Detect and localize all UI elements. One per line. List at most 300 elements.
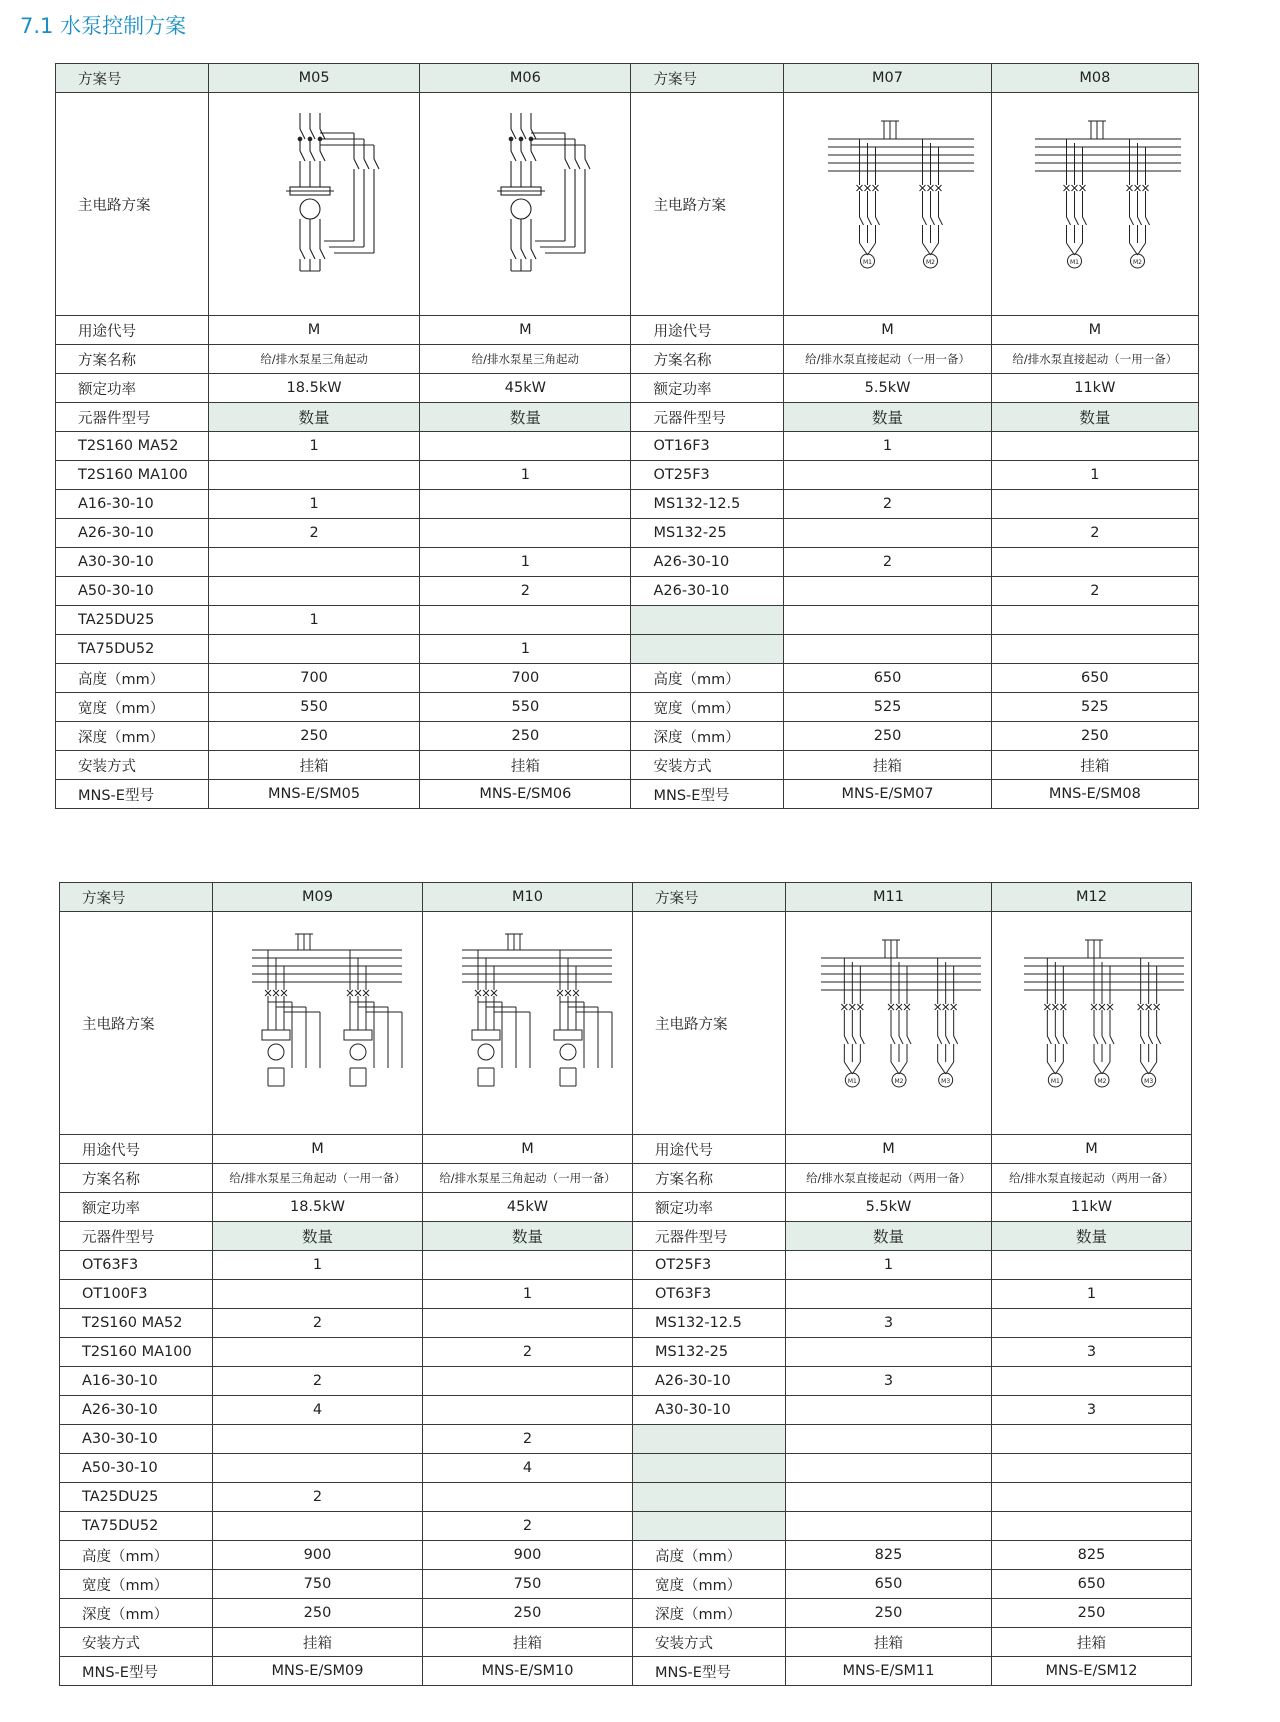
component-name bbox=[631, 635, 784, 664]
width-m10: 750 bbox=[423, 1570, 633, 1599]
component-header-row bbox=[60, 1222, 1192, 1251]
component-quantity bbox=[786, 1280, 992, 1309]
label-scheme-no: 方案号 bbox=[56, 64, 209, 93]
diagram-cell-M05 bbox=[208, 93, 419, 316]
component-quantity: 3 bbox=[992, 1338, 1192, 1367]
header-row bbox=[60, 883, 1192, 912]
label-model: MNS-E型号 bbox=[631, 780, 784, 809]
component-quantity: 1 bbox=[992, 1280, 1192, 1309]
width-row bbox=[56, 693, 1199, 722]
component-quantity bbox=[213, 1454, 423, 1483]
label-install: 安装方式 bbox=[60, 1628, 213, 1657]
component-quantity bbox=[991, 606, 1198, 635]
component-quantity: 1 bbox=[420, 461, 631, 490]
component-quantity bbox=[992, 1425, 1192, 1454]
component-name: A26-30-10 bbox=[60, 1396, 213, 1425]
width-m11: 650 bbox=[786, 1570, 992, 1599]
label-width: 宽度（mm） bbox=[631, 693, 784, 722]
main-circuit-row bbox=[60, 912, 1192, 1135]
height-row bbox=[56, 664, 1199, 693]
rated-power-row bbox=[56, 374, 1199, 403]
svg-text:M1: M1 bbox=[1069, 259, 1079, 266]
component-name: A50-30-10 bbox=[60, 1454, 213, 1483]
component-quantity bbox=[208, 635, 419, 664]
component-name bbox=[633, 1454, 786, 1483]
depth-m08: 250 bbox=[991, 722, 1198, 751]
component-quantity bbox=[786, 1512, 992, 1541]
component-name bbox=[633, 1512, 786, 1541]
scheme-name-row bbox=[60, 1164, 1192, 1193]
height-m11: 825 bbox=[786, 1541, 992, 1570]
label-install: 安装方式 bbox=[633, 1628, 786, 1657]
component-quantity: 1 bbox=[423, 1280, 633, 1309]
height-row bbox=[60, 1541, 1192, 1570]
diagram-cell-M08 bbox=[991, 93, 1198, 316]
component-quantity bbox=[423, 1483, 633, 1512]
component-quantity bbox=[420, 606, 631, 635]
component-name: A26-30-10 bbox=[633, 1367, 786, 1396]
quantity-header-m06: 数量 bbox=[420, 403, 631, 432]
main-circuit-diagram-M09 bbox=[218, 918, 418, 1128]
component-quantity: 3 bbox=[786, 1309, 992, 1338]
label-component-model: 元器件型号 bbox=[631, 403, 784, 432]
scheme-no-m11: M11 bbox=[786, 883, 992, 912]
component-row bbox=[60, 1512, 1192, 1541]
component-name: A30-30-10 bbox=[633, 1396, 786, 1425]
label-scheme-no: 方案号 bbox=[633, 883, 786, 912]
scheme-no-m10: M10 bbox=[423, 883, 633, 912]
component-name: T2S160 MA100 bbox=[60, 1338, 213, 1367]
component-quantity bbox=[420, 490, 631, 519]
power-m07: 5.5kW bbox=[784, 374, 991, 403]
width-row bbox=[60, 1570, 1192, 1599]
model-m09: MNS-E/SM09 bbox=[213, 1657, 423, 1686]
usage-m07: M bbox=[784, 316, 991, 345]
usage-m10: M bbox=[423, 1135, 633, 1164]
label-rated-power: 额定功率 bbox=[633, 1193, 786, 1222]
width-m12: 650 bbox=[992, 1570, 1192, 1599]
label-component-model: 元器件型号 bbox=[56, 403, 209, 432]
component-name: TA25DU25 bbox=[56, 606, 209, 635]
label-scheme-name: 方案名称 bbox=[631, 345, 784, 374]
component-quantity bbox=[784, 519, 991, 548]
label-install: 安装方式 bbox=[56, 751, 209, 780]
component-quantity bbox=[991, 490, 1198, 519]
depth-row bbox=[56, 722, 1199, 751]
component-name: OT16F3 bbox=[631, 432, 784, 461]
component-quantity: 2 bbox=[784, 548, 991, 577]
component-name bbox=[633, 1483, 786, 1512]
component-quantity bbox=[420, 432, 631, 461]
component-row bbox=[56, 432, 1199, 461]
label-width: 宽度（mm） bbox=[56, 693, 209, 722]
quantity-header-m05: 数量 bbox=[208, 403, 419, 432]
label-width: 宽度（mm） bbox=[60, 1570, 213, 1599]
component-name: OT25F3 bbox=[633, 1251, 786, 1280]
component-quantity: 1 bbox=[213, 1251, 423, 1280]
label-main-circuit: 主电路方案 bbox=[631, 93, 784, 316]
component-quantity: 2 bbox=[213, 1309, 423, 1338]
component-name: T2S160 MA100 bbox=[56, 461, 209, 490]
label-install: 安装方式 bbox=[631, 751, 784, 780]
depth-m06: 250 bbox=[420, 722, 631, 751]
scheme-no-m12: M12 bbox=[992, 883, 1192, 912]
component-name: A16-30-10 bbox=[56, 490, 209, 519]
scheme-table-2 bbox=[59, 882, 1192, 1686]
depth-m12: 250 bbox=[992, 1599, 1192, 1628]
scheme-table-1 bbox=[55, 63, 1199, 809]
quantity-header-m12: 数量 bbox=[992, 1222, 1192, 1251]
height-m07: 650 bbox=[784, 664, 991, 693]
quantity-header-m10: 数量 bbox=[423, 1222, 633, 1251]
height-m12: 825 bbox=[992, 1541, 1192, 1570]
width-m09: 750 bbox=[213, 1570, 423, 1599]
label-rated-power: 额定功率 bbox=[60, 1193, 213, 1222]
install-m09: 挂箱 bbox=[213, 1628, 423, 1657]
usage-code-row bbox=[56, 316, 1199, 345]
component-name bbox=[631, 606, 784, 635]
svg-text:M1: M1 bbox=[1050, 1078, 1060, 1085]
power-m12: 11kW bbox=[992, 1193, 1192, 1222]
model-m07: MNS-E/SM07 bbox=[784, 780, 991, 809]
diagram-cell-M07 bbox=[784, 93, 991, 316]
usage-m06: M bbox=[420, 316, 631, 345]
height-m08: 650 bbox=[991, 664, 1198, 693]
main-circuit-diagram-M10 bbox=[428, 918, 628, 1128]
install-m05: 挂箱 bbox=[208, 751, 419, 780]
power-m05: 18.5kW bbox=[208, 374, 419, 403]
component-quantity: 2 bbox=[991, 577, 1198, 606]
quantity-header-m07: 数量 bbox=[784, 403, 991, 432]
component-quantity bbox=[991, 635, 1198, 664]
power-m06: 45kW bbox=[420, 374, 631, 403]
component-quantity: 2 bbox=[423, 1425, 633, 1454]
main-circuit-diagram-M12 bbox=[992, 918, 1192, 1128]
component-quantity bbox=[208, 577, 419, 606]
component-quantity bbox=[786, 1396, 992, 1425]
component-name: TA75DU52 bbox=[56, 635, 209, 664]
depth-row bbox=[60, 1599, 1192, 1628]
label-usage-code: 用途代号 bbox=[633, 1135, 786, 1164]
component-quantity: 2 bbox=[991, 519, 1198, 548]
power-m11: 5.5kW bbox=[786, 1193, 992, 1222]
header-row bbox=[56, 64, 1199, 93]
component-header-row bbox=[56, 403, 1199, 432]
model-row bbox=[60, 1657, 1192, 1686]
component-quantity bbox=[786, 1338, 992, 1367]
component-row bbox=[56, 490, 1199, 519]
name-m09: 给/排水泵星三角起动（一用一备） bbox=[213, 1164, 423, 1193]
main-circuit-diagram-M06 bbox=[425, 99, 625, 309]
component-name: A30-30-10 bbox=[56, 548, 209, 577]
model-m11: MNS-E/SM11 bbox=[786, 1657, 992, 1686]
component-quantity bbox=[213, 1425, 423, 1454]
component-quantity: 2 bbox=[208, 519, 419, 548]
component-name: A16-30-10 bbox=[60, 1367, 213, 1396]
component-row bbox=[56, 548, 1199, 577]
depth-m07: 250 bbox=[784, 722, 991, 751]
scheme-no-m09: M09 bbox=[213, 883, 423, 912]
component-quantity bbox=[786, 1454, 992, 1483]
label-usage-code: 用途代号 bbox=[56, 316, 209, 345]
component-quantity: 1 bbox=[786, 1251, 992, 1280]
usage-m12: M bbox=[992, 1135, 1192, 1164]
label-height: 高度（mm） bbox=[56, 664, 209, 693]
label-depth: 深度（mm） bbox=[633, 1599, 786, 1628]
depth-m10: 250 bbox=[423, 1599, 633, 1628]
height-m05: 700 bbox=[208, 664, 419, 693]
install-m12: 挂箱 bbox=[992, 1628, 1192, 1657]
svg-text:M2: M2 bbox=[1132, 259, 1142, 266]
install-m11: 挂箱 bbox=[786, 1628, 992, 1657]
model-m08: MNS-E/SM08 bbox=[991, 780, 1198, 809]
label-model: MNS-E型号 bbox=[56, 780, 209, 809]
usage-m05: M bbox=[208, 316, 419, 345]
component-quantity: 2 bbox=[213, 1483, 423, 1512]
component-quantity bbox=[213, 1280, 423, 1309]
install-row bbox=[60, 1628, 1192, 1657]
width-m06: 550 bbox=[420, 693, 631, 722]
component-name: OT63F3 bbox=[633, 1280, 786, 1309]
name-m05: 给/排水泵星三角起动 bbox=[208, 345, 419, 374]
svg-text:M3: M3 bbox=[940, 1078, 950, 1085]
component-quantity bbox=[423, 1309, 633, 1338]
component-quantity bbox=[786, 1483, 992, 1512]
component-quantity bbox=[213, 1512, 423, 1541]
label-scheme-no: 方案号 bbox=[631, 64, 784, 93]
component-name: OT63F3 bbox=[60, 1251, 213, 1280]
component-name bbox=[633, 1425, 786, 1454]
quantity-header-m11: 数量 bbox=[786, 1222, 992, 1251]
diagram-cell-M10 bbox=[423, 912, 633, 1135]
svg-text:M2: M2 bbox=[894, 1078, 903, 1085]
svg-text:M2: M2 bbox=[1097, 1078, 1107, 1085]
component-quantity bbox=[992, 1251, 1192, 1280]
component-quantity bbox=[784, 461, 991, 490]
scheme-no-m07: M07 bbox=[784, 64, 991, 93]
depth-m05: 250 bbox=[208, 722, 419, 751]
power-m08: 11kW bbox=[991, 374, 1198, 403]
diagram-cell-M09 bbox=[213, 912, 423, 1135]
component-quantity: 4 bbox=[423, 1454, 633, 1483]
label-scheme-name: 方案名称 bbox=[633, 1164, 786, 1193]
component-quantity: 2 bbox=[213, 1367, 423, 1396]
label-depth: 深度（mm） bbox=[60, 1599, 213, 1628]
component-name: OT25F3 bbox=[631, 461, 784, 490]
label-height: 高度（mm） bbox=[631, 664, 784, 693]
component-name: T2S160 MA52 bbox=[56, 432, 209, 461]
svg-text:M3: M3 bbox=[1144, 1078, 1154, 1085]
component-row bbox=[60, 1338, 1192, 1367]
component-row bbox=[60, 1483, 1192, 1512]
scheme-no-m05: M05 bbox=[208, 64, 419, 93]
name-m10: 给/排水泵星三角起动（一用一备） bbox=[423, 1164, 633, 1193]
component-quantity: 2 bbox=[423, 1338, 633, 1367]
diagram-cell-M12 bbox=[992, 912, 1192, 1135]
component-quantity: 2 bbox=[423, 1512, 633, 1541]
usage-m08: M bbox=[991, 316, 1198, 345]
component-quantity bbox=[423, 1396, 633, 1425]
usage-m11: M bbox=[786, 1135, 992, 1164]
component-name: A26-30-10 bbox=[56, 519, 209, 548]
component-quantity bbox=[992, 1512, 1192, 1541]
label-scheme-no: 方案号 bbox=[60, 883, 213, 912]
component-name: A30-30-10 bbox=[60, 1425, 213, 1454]
scheme-no-m08: M08 bbox=[991, 64, 1198, 93]
svg-text:M1: M1 bbox=[862, 259, 872, 266]
label-component-model: 元器件型号 bbox=[60, 1222, 213, 1251]
label-scheme-name: 方案名称 bbox=[60, 1164, 213, 1193]
component-row bbox=[56, 577, 1199, 606]
diagram-cell-M06 bbox=[420, 93, 631, 316]
component-quantity bbox=[992, 1309, 1192, 1338]
component-quantity bbox=[208, 461, 419, 490]
component-quantity bbox=[786, 1425, 992, 1454]
component-quantity: 1 bbox=[420, 635, 631, 664]
component-quantity bbox=[784, 606, 991, 635]
label-scheme-name: 方案名称 bbox=[56, 345, 209, 374]
label-height: 高度（mm） bbox=[633, 1541, 786, 1570]
label-model: MNS-E型号 bbox=[633, 1657, 786, 1686]
component-name: T2S160 MA52 bbox=[60, 1309, 213, 1338]
page-title: 7.1 水泵控制方案 bbox=[20, 14, 187, 38]
component-quantity bbox=[992, 1454, 1192, 1483]
component-row bbox=[60, 1454, 1192, 1483]
label-component-model: 元器件型号 bbox=[633, 1222, 786, 1251]
label-rated-power: 额定功率 bbox=[56, 374, 209, 403]
scheme-name-row bbox=[56, 345, 1199, 374]
component-quantity: 1 bbox=[784, 432, 991, 461]
height-m10: 900 bbox=[423, 1541, 633, 1570]
rated-power-row bbox=[60, 1193, 1192, 1222]
component-quantity bbox=[992, 1367, 1192, 1396]
label-main-circuit: 主电路方案 bbox=[56, 93, 209, 316]
component-quantity bbox=[420, 519, 631, 548]
component-quantity: 1 bbox=[208, 490, 419, 519]
power-m10: 45kW bbox=[423, 1193, 633, 1222]
name-m06: 给/排水泵星三角起动 bbox=[420, 345, 631, 374]
component-quantity bbox=[991, 548, 1198, 577]
component-row bbox=[60, 1396, 1192, 1425]
svg-text:M1: M1 bbox=[847, 1078, 857, 1085]
model-m05: MNS-E/SM05 bbox=[208, 780, 419, 809]
component-name: TA75DU52 bbox=[60, 1512, 213, 1541]
install-m07: 挂箱 bbox=[784, 751, 991, 780]
install-m10: 挂箱 bbox=[423, 1628, 633, 1657]
model-m06: MNS-E/SM06 bbox=[420, 780, 631, 809]
main-circuit-diagram-M07 bbox=[788, 99, 988, 309]
width-m05: 550 bbox=[208, 693, 419, 722]
diagram-cell-M11 bbox=[786, 912, 992, 1135]
component-quantity: 3 bbox=[786, 1367, 992, 1396]
width-m08: 525 bbox=[991, 693, 1198, 722]
label-model: MNS-E型号 bbox=[60, 1657, 213, 1686]
component-row bbox=[56, 519, 1199, 548]
usage-m09: M bbox=[213, 1135, 423, 1164]
component-row bbox=[60, 1251, 1192, 1280]
component-name: MS132-25 bbox=[631, 519, 784, 548]
component-quantity bbox=[208, 548, 419, 577]
label-height: 高度（mm） bbox=[60, 1541, 213, 1570]
component-row bbox=[60, 1309, 1192, 1338]
name-m07: 给/排水泵直接起动（一用一备） bbox=[784, 345, 991, 374]
component-name: A26-30-10 bbox=[631, 548, 784, 577]
component-name: A50-30-10 bbox=[56, 577, 209, 606]
component-quantity bbox=[991, 432, 1198, 461]
label-depth: 深度（mm） bbox=[631, 722, 784, 751]
main-circuit-row bbox=[56, 93, 1199, 316]
label-main-circuit: 主电路方案 bbox=[633, 912, 786, 1135]
component-row bbox=[56, 461, 1199, 490]
label-rated-power: 额定功率 bbox=[631, 374, 784, 403]
height-m06: 700 bbox=[420, 664, 631, 693]
label-depth: 深度（mm） bbox=[56, 722, 209, 751]
usage-code-row bbox=[60, 1135, 1192, 1164]
component-quantity bbox=[423, 1367, 633, 1396]
component-quantity: 2 bbox=[784, 490, 991, 519]
quantity-header-m09: 数量 bbox=[213, 1222, 423, 1251]
model-row bbox=[56, 780, 1199, 809]
main-circuit-diagram-M08 bbox=[995, 99, 1195, 309]
power-m09: 18.5kW bbox=[213, 1193, 423, 1222]
component-row bbox=[56, 635, 1199, 664]
label-width: 宽度（mm） bbox=[633, 1570, 786, 1599]
main-circuit-diagram-M05 bbox=[214, 99, 414, 309]
label-usage-code: 用途代号 bbox=[60, 1135, 213, 1164]
component-row bbox=[56, 606, 1199, 635]
name-m12: 给/排水泵直接起动（两用一备） bbox=[992, 1164, 1192, 1193]
component-name: TA25DU25 bbox=[60, 1483, 213, 1512]
component-quantity: 1 bbox=[208, 606, 419, 635]
component-name: A26-30-10 bbox=[631, 577, 784, 606]
depth-m09: 250 bbox=[213, 1599, 423, 1628]
model-m10: MNS-E/SM10 bbox=[423, 1657, 633, 1686]
component-quantity bbox=[992, 1483, 1192, 1512]
component-quantity bbox=[784, 577, 991, 606]
scheme-no-m06: M06 bbox=[420, 64, 631, 93]
depth-m11: 250 bbox=[786, 1599, 992, 1628]
component-quantity bbox=[423, 1251, 633, 1280]
height-m09: 900 bbox=[213, 1541, 423, 1570]
model-m12: MNS-E/SM12 bbox=[992, 1657, 1192, 1686]
install-m08: 挂箱 bbox=[991, 751, 1198, 780]
component-quantity: 1 bbox=[991, 461, 1198, 490]
component-quantity: 2 bbox=[420, 577, 631, 606]
component-row bbox=[60, 1280, 1192, 1309]
component-name: OT100F3 bbox=[60, 1280, 213, 1309]
width-m07: 525 bbox=[784, 693, 991, 722]
label-usage-code: 用途代号 bbox=[631, 316, 784, 345]
component-quantity bbox=[784, 635, 991, 664]
component-row bbox=[60, 1425, 1192, 1454]
component-quantity: 1 bbox=[420, 548, 631, 577]
component-row bbox=[60, 1367, 1192, 1396]
label-main-circuit: 主电路方案 bbox=[60, 912, 213, 1135]
component-quantity: 3 bbox=[992, 1396, 1192, 1425]
component-name: MS132-12.5 bbox=[633, 1309, 786, 1338]
main-circuit-diagram-M11 bbox=[789, 918, 989, 1128]
component-quantity: 1 bbox=[208, 432, 419, 461]
name-m11: 给/排水泵直接起动（两用一备） bbox=[786, 1164, 992, 1193]
component-name: MS132-25 bbox=[633, 1338, 786, 1367]
install-m06: 挂箱 bbox=[420, 751, 631, 780]
component-quantity: 4 bbox=[213, 1396, 423, 1425]
svg-text:M2: M2 bbox=[925, 259, 935, 266]
install-row bbox=[56, 751, 1199, 780]
quantity-header-m08: 数量 bbox=[991, 403, 1198, 432]
component-quantity bbox=[213, 1338, 423, 1367]
component-name: MS132-12.5 bbox=[631, 490, 784, 519]
